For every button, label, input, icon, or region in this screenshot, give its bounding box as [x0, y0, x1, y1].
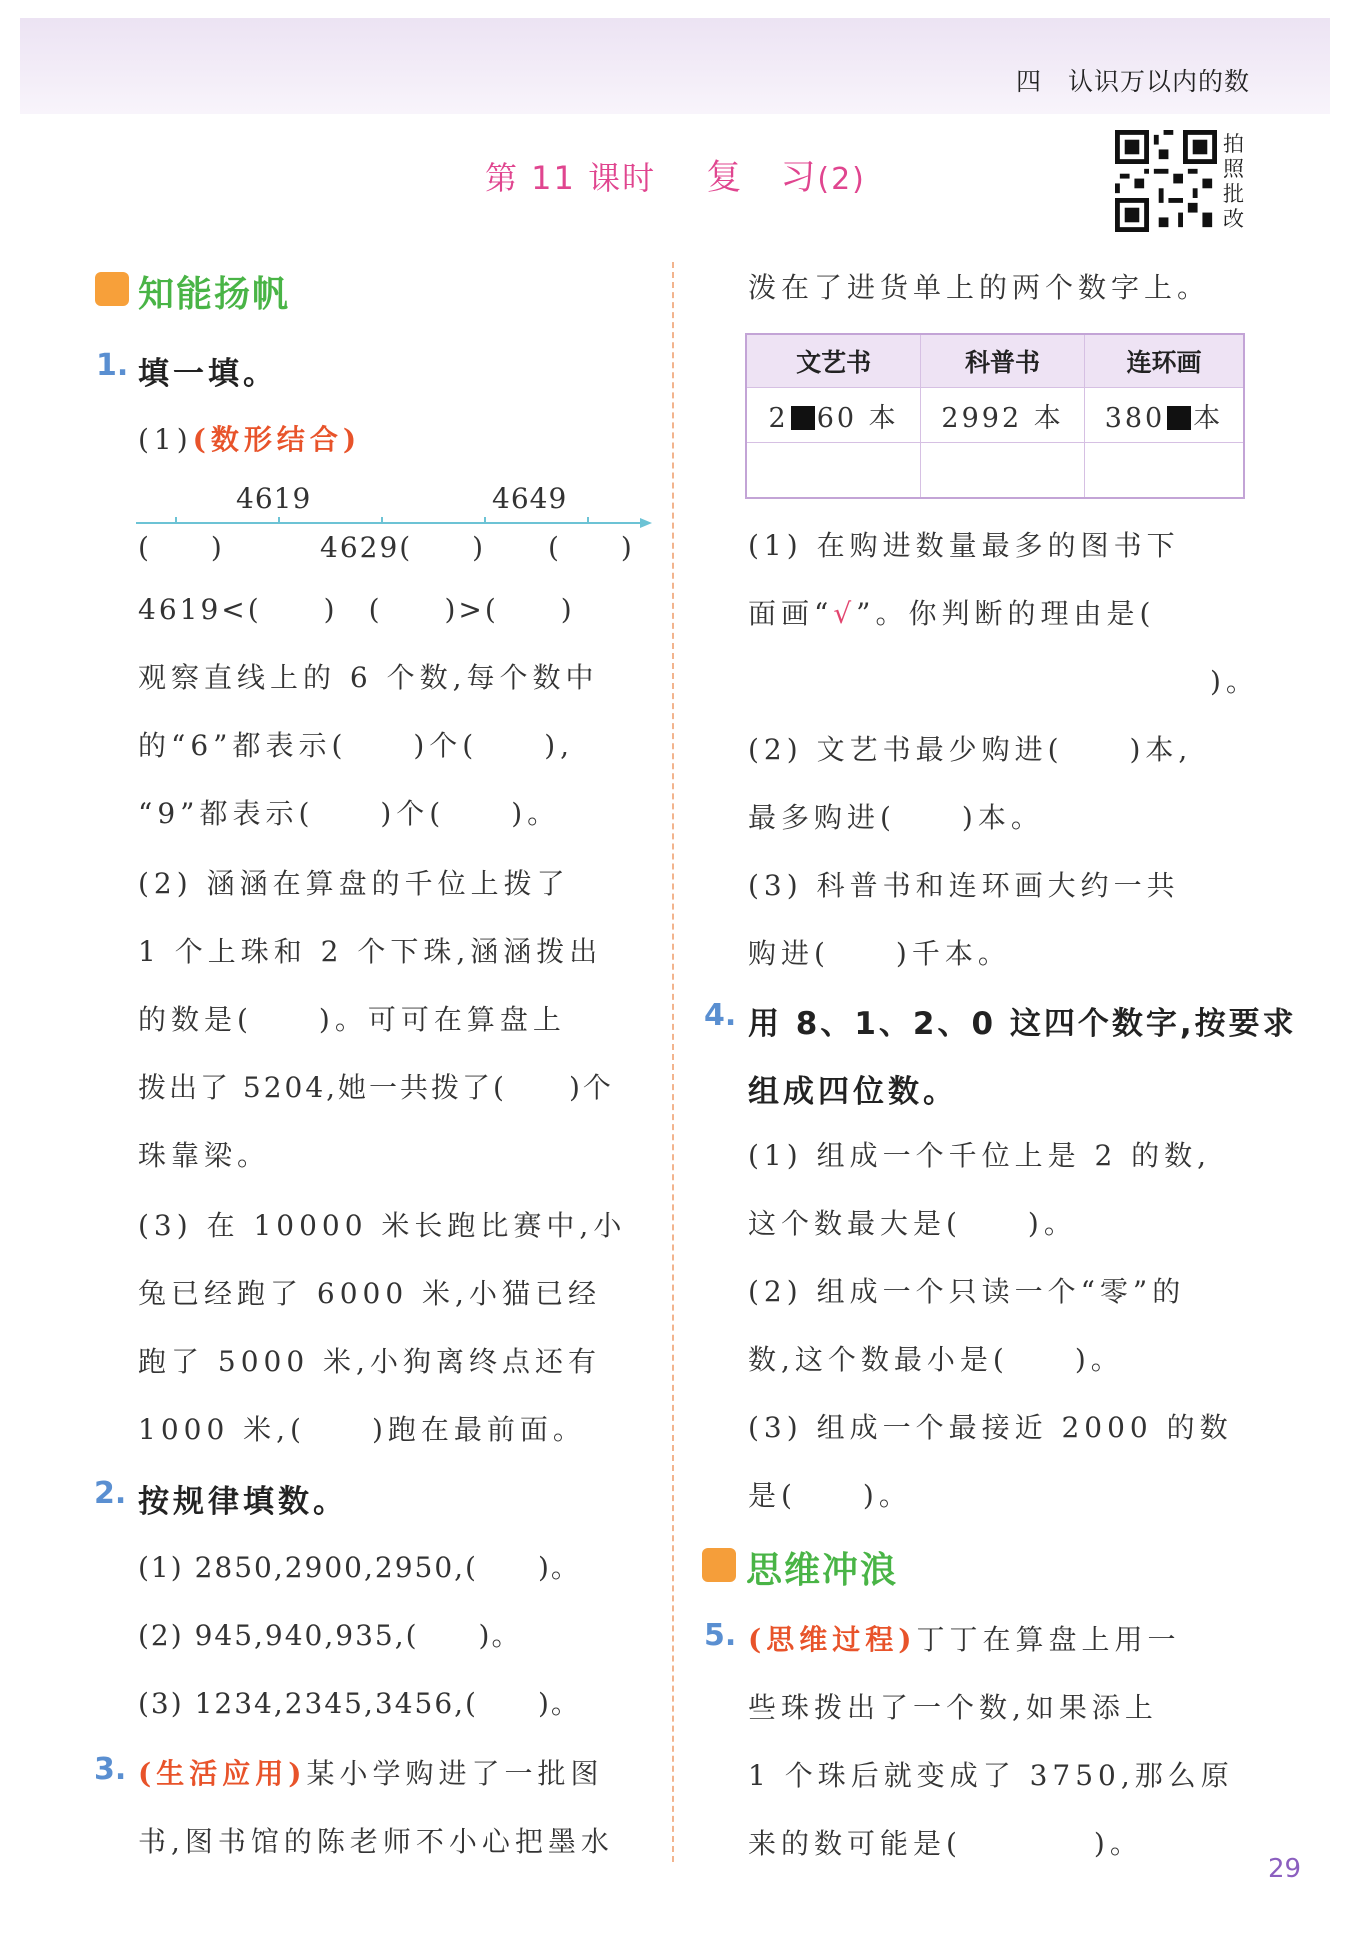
q1-line4: “9”都表示( )个( )。: [138, 797, 561, 830]
table-cell: [1084, 388, 1244, 443]
table-answer-row[interactable]: [746, 443, 1244, 499]
section-title-2: 思维冲浪: [746, 1550, 899, 1591]
table-header-cell: 连环画: [1084, 334, 1244, 388]
q1-line10: (3) 在 10000 米长跑比赛中,小: [138, 1209, 627, 1242]
numline-label-top2: 4649: [492, 482, 568, 515]
q4-line6: 是( )。: [748, 1479, 912, 1512]
table-header-cell: 文艺书: [746, 334, 921, 388]
q3-number: 3.: [94, 1752, 127, 1787]
q2-line3: (3) 1234,2345,3456,( )。: [138, 1687, 581, 1720]
chapter-title: 四 认识万以内的数: [1015, 67, 1250, 96]
column-divider: [672, 262, 674, 1862]
wave-icon: [702, 1548, 736, 1582]
numline-label-top1: 4619: [236, 482, 312, 515]
q4-heading-1: 用 8、1、2、0 这四个数字,按要求: [748, 1006, 1297, 1042]
q3-sub1-text2: ”。你判断的理由是(: [856, 597, 1156, 630]
q1-heading: 填一填。: [138, 356, 278, 392]
q5-line1: [748, 1618, 1181, 1658]
cell-text: 2: [768, 402, 789, 434]
q3-line1: [138, 1752, 604, 1792]
lesson-title: [485, 150, 866, 200]
q3-sub1-line3: )。: [1210, 665, 1259, 698]
q1-line2: 观察直线上的 6 个数,每个数中: [138, 661, 599, 694]
q1-line12: 跑了 5000 米,小狗离终点还有: [138, 1345, 601, 1378]
lesson-sub: (2): [817, 162, 866, 197]
q1-line1: 4619<( ) ( )>( ): [138, 593, 575, 626]
q5-tag: (思维过程): [748, 1623, 917, 1656]
q3-sub1-line1: (1) 在购进数量最多的图书下: [748, 529, 1180, 562]
lesson-number: 第 11 课时: [485, 159, 657, 197]
q1-part1-label: (1): [138, 423, 193, 456]
section-title-1: 知能扬帆: [138, 274, 291, 315]
q2-line1: (1) 2850,2900,2950,( )。: [138, 1551, 581, 1584]
q5-line1-text: 丁丁在算盘上用一: [916, 1623, 1181, 1656]
q3-line1-text: 某小学购进了一批图: [306, 1757, 604, 1790]
q2-line2: (2) 945,940,935,( )。: [138, 1619, 522, 1652]
q5-line3: 1 个珠后就变成了 3750,那么原: [748, 1759, 1234, 1792]
q3-sub1-line2: [748, 592, 1155, 632]
q3-line3: 泼在了进货单上的两个数字上。: [748, 271, 1211, 304]
answer-cell[interactable]: [1084, 443, 1244, 499]
q1-line11: 兔已经跑了 6000 米,小猫已经: [138, 1277, 601, 1310]
ink-blot-icon: [791, 406, 815, 430]
q5-number: 5.: [704, 1618, 737, 1653]
numline-label-b3: ( ): [548, 531, 634, 564]
table-header-cell: 科普书: [921, 334, 1085, 388]
q1-line5: (2) 涵涵在算盘的千位上拨了: [138, 867, 570, 900]
sail-icon: [95, 272, 129, 306]
page-number: 29: [1268, 1854, 1302, 1884]
q5-line2: 些珠拨出了一个数,如果添上: [748, 1691, 1158, 1724]
answer-cell[interactable]: [921, 443, 1085, 499]
checkmark-icon: √: [833, 597, 857, 630]
answer-cell[interactable]: [746, 443, 921, 499]
q3-sub2-line1: (2) 文艺书最少购进( )本,: [748, 733, 1193, 766]
q3-line2: 书,图书馆的陈老师不小心把墨水: [138, 1825, 614, 1858]
q1-line13: 1000 米,( )跑在最前面。: [138, 1413, 586, 1446]
order-table: [745, 333, 1245, 499]
cell-text: 60 本: [816, 402, 899, 434]
q3-sub1-text: 面画“: [748, 597, 834, 630]
q2-heading: 按规律填数。: [138, 1484, 348, 1520]
numline-label-b2: 4629( ): [320, 531, 486, 564]
table-cell: 2992 本: [921, 388, 1085, 443]
table-row: [746, 388, 1244, 443]
q1-line7: 的数是( )。可可在算盘上: [138, 1003, 566, 1036]
q3-tag: (生活应用): [138, 1757, 307, 1790]
q4-line2: 这个数最大是( )。: [748, 1207, 1077, 1240]
q4-line1: (1) 组成一个千位上是 2 的数,: [748, 1139, 1212, 1172]
cell-text: 本: [1193, 402, 1224, 434]
q4-number: 4.: [704, 998, 737, 1033]
q3-sub3-line1: (3) 科普书和连环画大约一共: [748, 869, 1180, 902]
q5-line4: 来的数可能是( )。: [748, 1827, 1143, 1860]
q3-sub3-line2: 购进( )千本。: [748, 937, 1011, 970]
q2-number: 2.: [94, 1476, 127, 1511]
q3-sub2-line2: 最多购进( )本。: [748, 801, 1044, 834]
q4-line3: (2) 组成一个只读一个“零”的: [748, 1275, 1186, 1308]
q4-line5: (3) 组成一个最接近 2000 的数: [748, 1411, 1233, 1444]
numline-label-b1: ( ): [138, 531, 224, 564]
q1-line3: 的“6”都表示( )个( ),: [138, 729, 575, 762]
q1-part1-tag: (数形结合): [192, 423, 362, 456]
q4-line4: 数,这个数最小是( )。: [748, 1343, 1124, 1376]
qr-code-icon[interactable]: [1115, 130, 1217, 232]
q1-part1: [138, 418, 361, 458]
lesson-name: 复 习: [706, 158, 818, 198]
q4-heading-2: 组成四位数。: [748, 1074, 958, 1110]
q1-line6: 1 个上珠和 2 个下珠,涵涵拨出: [138, 935, 603, 968]
q1-number: 1.: [96, 348, 129, 383]
table-cell: [746, 388, 921, 443]
cell-text: 380: [1104, 402, 1166, 434]
qr-label: 拍照批改: [1223, 132, 1244, 231]
q1-line8: 拨出了 5204,她一共拨了( )个: [138, 1071, 614, 1104]
q1-line9: 珠靠梁。: [138, 1139, 271, 1172]
ink-blot-icon: [1167, 406, 1191, 430]
table-header-row: [746, 334, 1244, 388]
